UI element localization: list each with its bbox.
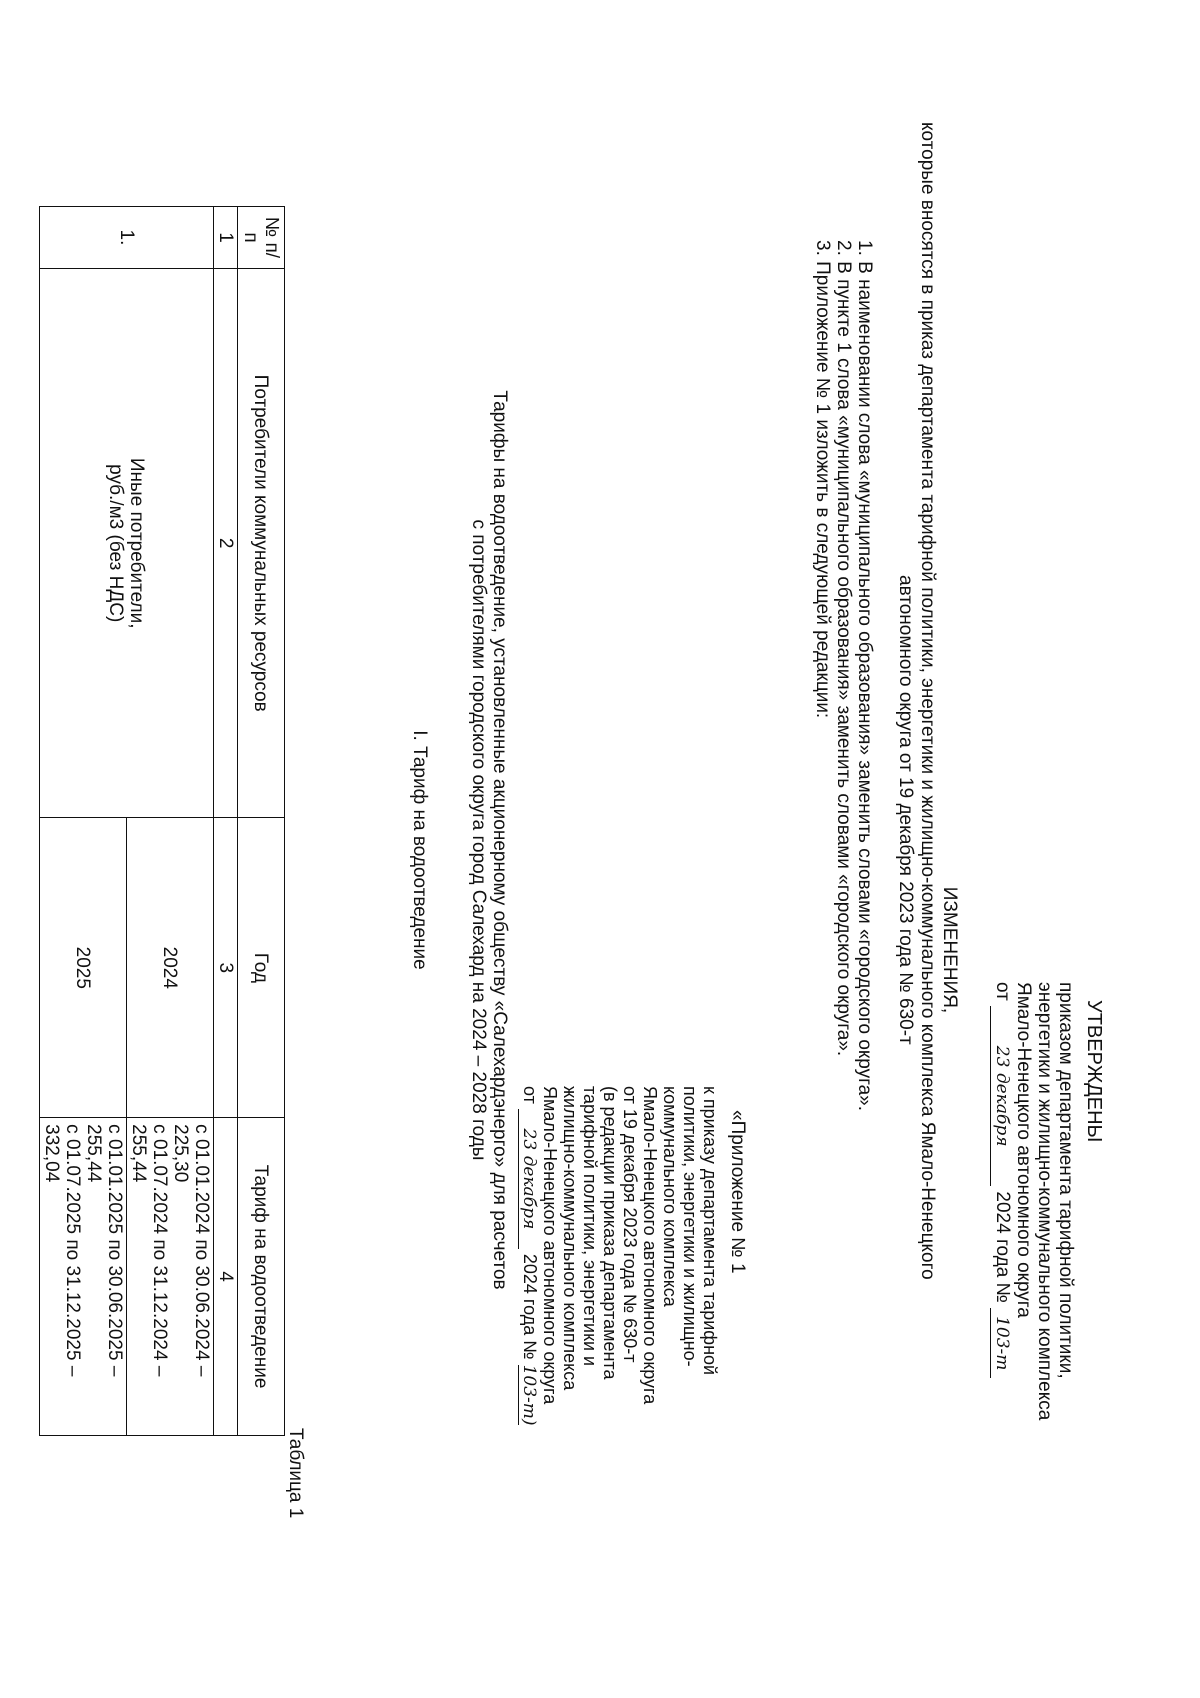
- consumer-line: руб./м3 (без НДС): [105, 464, 127, 623]
- list-item: 2. В пункте 1 слова «муниципального образования» заменить словами «городского округа».: [833, 240, 854, 1057]
- approval-date-line: [990, 982, 1013, 1542]
- changes-title: ИЗМЕНЕНИЯ,: [939, 886, 960, 1014]
- section-title: I. Тариф на водоотведение: [409, 730, 430, 970]
- changes-list: [812, 240, 875, 1111]
- tariff-table: [39, 206, 285, 1436]
- approval-heading: УТВЕРЖДЕНЫ: [1083, 1000, 1105, 1143]
- appendix-line: от 19 декабря 2023 года № 630-т: [620, 1086, 640, 1363]
- column-number: 2: [214, 268, 238, 818]
- row-consumer: [40, 268, 214, 818]
- handwritten-number: 103-т): [519, 1364, 539, 1426]
- list-item: 3. Приложение № 1 изложить в следующей редакции:: [812, 240, 833, 719]
- appendix-line: к приказу департамента тарифной: [700, 1086, 720, 1376]
- column-number: 4: [214, 1118, 238, 1436]
- appendix-line: Ямало-Ненецкого автономного округа: [640, 1086, 660, 1405]
- table-label: Таблица 1: [285, 1428, 306, 1519]
- appendix-line: политики, энергетики и жилищно-: [680, 1086, 700, 1367]
- approval-line: приказом департамента тарифной политики,: [1055, 982, 1076, 1379]
- tariff-period: с 01.01.2025 по 30.06.2025 – 255,44: [83, 1124, 125, 1377]
- header-cell-tariff: Тариф на водоотведение: [238, 1118, 285, 1436]
- consumer-line: Иные потребители,: [126, 457, 148, 629]
- appendix-line: коммунального комплекса: [660, 1086, 680, 1307]
- tariff-title-line2: с потребителями городского округа город Салехард на 2024 – 2028 годы: [468, 519, 489, 1161]
- approval-line: энергетики и жилищно-коммунального комплекса: [1034, 982, 1055, 1421]
- appendix-line: жилищно-коммунального комплекса: [560, 1086, 580, 1391]
- header-cell-number: № п/п: [238, 207, 285, 269]
- appendix-title: «Приложение № 1: [727, 1110, 748, 1274]
- changes-subtitle-line2: автономного округа от 19 декабря 2023 года № 630-т: [895, 575, 916, 1045]
- appendix-block: [518, 1086, 720, 1426]
- table-row: [127, 207, 214, 1436]
- appendix-line: Ямало-Ненецкого автономного округа: [540, 1086, 560, 1405]
- date-prefix: от: [992, 982, 1013, 1001]
- appendix-line: тарифной политики, энергетики и: [580, 1086, 600, 1367]
- handwritten-date: 23 декабря: [518, 1109, 539, 1249]
- handwritten-number: 103-т: [990, 1308, 1012, 1378]
- approval-block: [990, 982, 1076, 1542]
- table-header-row: [238, 207, 285, 1436]
- column-number: 3: [214, 818, 238, 1118]
- handwritten-date: 23 декабря: [990, 1006, 1012, 1186]
- table-column-numbers-row: [214, 207, 238, 1436]
- tariff-title-line1: Тарифы на водоотведение, установленные акционерному обществу «Салехардэнерго» для расчетов: [489, 390, 510, 1290]
- tariff-period: с 01.01.2024 по 30.06.2024 – 225,30: [170, 1124, 212, 1377]
- list-item: 1. В наименовании слова «муниципального образования» заменить словами «городского округа».: [854, 240, 875, 1112]
- changes-subtitle-line1: которые вносятся в приказ департамента тарифной политики, энергетики и жилищно-коммунального комплекса Ямало-Ненецкого: [917, 122, 938, 1280]
- row-number: 1.: [40, 207, 214, 269]
- row-tariff: [40, 1118, 127, 1436]
- year-text: 2024 года №: [520, 1253, 540, 1360]
- tariff-period: с 01.07.2025 по 31.12.2025 – 332,04: [41, 1124, 83, 1377]
- date-prefix: от: [520, 1086, 540, 1104]
- header-cell-year: Год: [238, 818, 285, 1118]
- tariff-period: с 01.07.2024 по 31.12.2024 – 255,44: [128, 1124, 170, 1377]
- row-tariff: [127, 1118, 214, 1436]
- changes-heading: [939, 600, 960, 1300]
- tariff-title: [468, 290, 510, 1390]
- appendix-date-line: [518, 1086, 540, 1426]
- approval-line: Ямало-Ненецкого автономного округа: [1013, 982, 1034, 1318]
- column-number: 1: [214, 207, 238, 269]
- appendix-line: (в редакции приказа департамента: [600, 1086, 620, 1380]
- row-year: 2025: [40, 818, 127, 1118]
- header-cell-consumers: Потребители коммунальных ресурсов: [238, 268, 285, 818]
- year-text: 2024 года №: [992, 1191, 1013, 1303]
- row-year: 2024: [127, 818, 214, 1118]
